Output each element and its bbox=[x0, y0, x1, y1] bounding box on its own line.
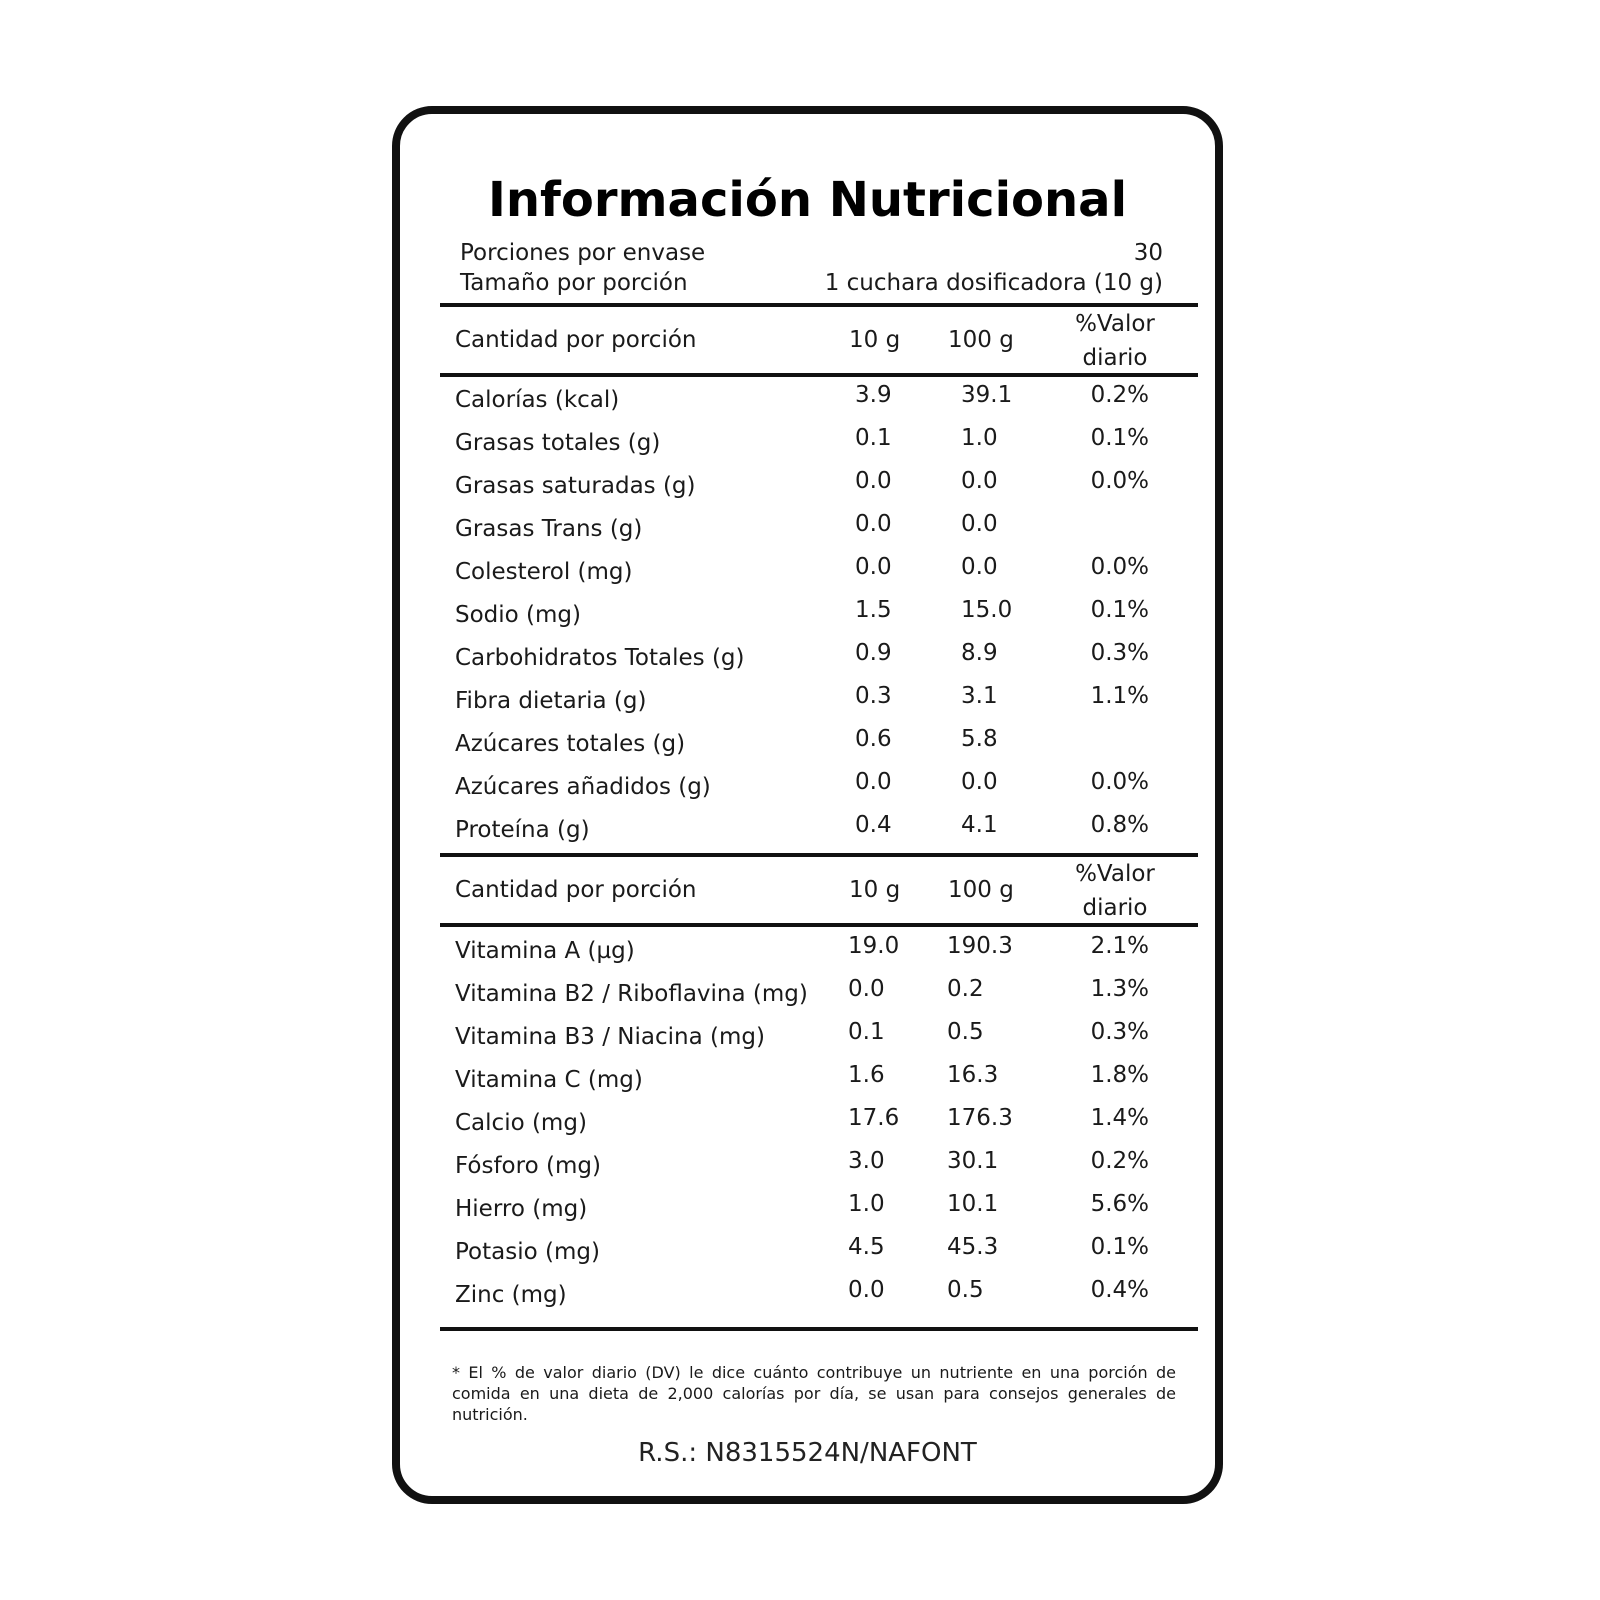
daily-value-percent: 0.1% bbox=[1090, 597, 1149, 623]
table-row bbox=[400, 511, 1215, 557]
nutrient-name: Fibra dietaria (g) bbox=[455, 688, 647, 714]
per-serving-value: 0.0 bbox=[855, 511, 892, 537]
per-100g-value: 0.0 bbox=[961, 511, 998, 537]
daily-value-percent: 2.1% bbox=[1090, 933, 1149, 959]
per-100g-value: 0.0 bbox=[961, 769, 998, 795]
nutrient-name: Calorías (kcal) bbox=[455, 387, 620, 413]
col-header-100g: 100 g bbox=[948, 877, 1014, 903]
per-100g-value: 8.9 bbox=[961, 640, 998, 666]
per-serving-value: 0.0 bbox=[855, 468, 892, 494]
per-serving-value: 4.5 bbox=[848, 1234, 885, 1260]
daily-value-percent: 0.8% bbox=[1090, 812, 1149, 838]
per-100g-value: 0.5 bbox=[947, 1277, 984, 1303]
col-header-daily-value bbox=[1050, 857, 1180, 925]
per-100g-value: 16.3 bbox=[947, 1062, 999, 1088]
table-row bbox=[400, 683, 1215, 729]
servings-per-container-value: 30 bbox=[1133, 240, 1163, 266]
serving-size-label: Tamaño por porción bbox=[460, 270, 688, 296]
daily-value-percent: 0.3% bbox=[1090, 640, 1149, 666]
nutrient-name: Vitamina C (mg) bbox=[455, 1067, 643, 1093]
per-serving-value: 0.0 bbox=[855, 769, 892, 795]
daily-value-percent: 5.6% bbox=[1090, 1191, 1149, 1217]
daily-value-percent: 0.2% bbox=[1090, 382, 1149, 408]
nutrient-name: Azúcares totales (g) bbox=[455, 731, 686, 757]
per-100g-value: 10.1 bbox=[947, 1191, 999, 1217]
daily-value-percent: 0.0% bbox=[1090, 554, 1149, 580]
per-100g-value: 5.8 bbox=[961, 726, 998, 752]
per-100g-value: 30.1 bbox=[947, 1148, 999, 1174]
table-row bbox=[400, 1062, 1215, 1108]
nutrient-name: Sodio (mg) bbox=[455, 602, 581, 628]
per-serving-value: 0.4 bbox=[855, 812, 892, 838]
per-serving-value: 1.5 bbox=[855, 597, 892, 623]
table-row bbox=[400, 554, 1215, 600]
serving-size-value: 1 cuchara dosificadora (10 g) bbox=[824, 270, 1163, 296]
per-100g-value: 0.2 bbox=[947, 976, 984, 1002]
per-100g-value: 0.0 bbox=[961, 554, 998, 580]
per-serving-value: 0.0 bbox=[855, 554, 892, 580]
per-serving-value: 0.9 bbox=[855, 640, 892, 666]
nutrition-label-card bbox=[392, 106, 1223, 1504]
table-row bbox=[400, 933, 1215, 979]
per-100g-value: 39.1 bbox=[961, 382, 1013, 408]
table-row bbox=[400, 382, 1215, 428]
table-row bbox=[400, 976, 1215, 1022]
table-row bbox=[400, 1234, 1215, 1280]
amount-per-serving-label: Cantidad por porción bbox=[455, 877, 697, 903]
per-100g-value: 4.1 bbox=[961, 812, 998, 838]
daily-value-percent: 0.0% bbox=[1090, 468, 1149, 494]
nutrient-name: Azúcares añadidos (g) bbox=[455, 774, 711, 800]
amount-per-serving-label: Cantidad por porción bbox=[455, 327, 697, 353]
nutrient-name: Colesterol (mg) bbox=[455, 559, 633, 585]
nutrient-name: Vitamina B2 / Riboflavina (mg) bbox=[455, 981, 808, 1007]
table-row bbox=[400, 1105, 1215, 1151]
daily-value-percent: 1.1% bbox=[1090, 683, 1149, 709]
table-row bbox=[400, 1277, 1215, 1323]
per-serving-value: 0.0 bbox=[848, 1277, 885, 1303]
daily-value-footnote: * El % de valor diario (DV) le dice cuánto contribuye un nutriente en una porción de comida en una dieta de 2,000 calorías por día, se usan para consejos generales de nutrición. bbox=[452, 1363, 1176, 1424]
divider-rule bbox=[440, 373, 1198, 377]
nutrient-name: Zinc (mg) bbox=[455, 1282, 567, 1308]
col-header-dv-line2: diario bbox=[1082, 895, 1148, 921]
col-header-dv-line2: diario bbox=[1082, 345, 1148, 371]
nutrient-name: Grasas saturadas (g) bbox=[455, 473, 696, 499]
per-serving-value: 19.0 bbox=[848, 933, 900, 959]
nutrient-name: Vitamina A (µg) bbox=[455, 938, 635, 964]
daily-value-percent: 0.2% bbox=[1090, 1148, 1149, 1174]
col-header-daily-value bbox=[1050, 307, 1180, 375]
sanitary-registration: R.S.: N8315524N/NAFONT bbox=[638, 1438, 977, 1468]
divider-rule bbox=[440, 1327, 1198, 1331]
table-row bbox=[400, 425, 1215, 471]
per-serving-value: 1.0 bbox=[848, 1191, 885, 1217]
col-header-serving: 10 g bbox=[849, 327, 901, 353]
daily-value-percent: 0.1% bbox=[1090, 425, 1149, 451]
per-serving-value: 1.6 bbox=[848, 1062, 885, 1088]
table-row bbox=[400, 769, 1215, 815]
nutrient-name: Fósforo (mg) bbox=[455, 1153, 601, 1179]
nutrient-name: Proteína (g) bbox=[455, 817, 590, 843]
table-row bbox=[400, 468, 1215, 514]
per-100g-value: 0.5 bbox=[947, 1019, 984, 1045]
per-serving-value: 17.6 bbox=[848, 1105, 900, 1131]
nutrient-name: Calcio (mg) bbox=[455, 1110, 587, 1136]
per-100g-value: 176.3 bbox=[947, 1105, 1013, 1131]
daily-value-percent: 1.3% bbox=[1090, 976, 1149, 1002]
table-row bbox=[400, 812, 1215, 858]
servings-per-container-label: Porciones por envase bbox=[460, 240, 706, 266]
per-serving-value: 3.0 bbox=[848, 1148, 885, 1174]
nutrient-name: Carbohidratos Totales (g) bbox=[455, 645, 745, 671]
nutrient-name: Vitamina B3 / Niacina (mg) bbox=[455, 1024, 765, 1050]
per-100g-value: 190.3 bbox=[947, 933, 1013, 959]
per-serving-value: 0.1 bbox=[848, 1019, 885, 1045]
col-header-dv-line1: %Valor bbox=[1075, 311, 1155, 337]
nutrient-name: Hierro (mg) bbox=[455, 1196, 588, 1222]
per-100g-value: 15.0 bbox=[961, 597, 1013, 623]
label-title: Información Nutricional bbox=[487, 172, 1128, 228]
daily-value-percent: 0.0% bbox=[1090, 769, 1149, 795]
nutrient-name: Grasas totales (g) bbox=[455, 430, 661, 456]
table-row bbox=[400, 1148, 1215, 1194]
per-serving-value: 3.9 bbox=[855, 382, 892, 408]
per-serving-value: 0.0 bbox=[848, 976, 885, 1002]
per-100g-value: 1.0 bbox=[961, 425, 998, 451]
per-100g-value: 45.3 bbox=[947, 1234, 999, 1260]
nutrient-name: Grasas Trans (g) bbox=[455, 516, 643, 542]
daily-value-percent: 0.3% bbox=[1090, 1019, 1149, 1045]
table-row bbox=[400, 597, 1215, 643]
daily-value-percent: 0.1% bbox=[1090, 1234, 1149, 1260]
per-serving-value: 0.1 bbox=[855, 425, 892, 451]
table-row bbox=[400, 1191, 1215, 1237]
col-header-serving: 10 g bbox=[849, 877, 901, 903]
per-100g-value: 0.0 bbox=[961, 468, 998, 494]
daily-value-percent: 1.8% bbox=[1090, 1062, 1149, 1088]
per-serving-value: 0.3 bbox=[855, 683, 892, 709]
per-100g-value: 3.1 bbox=[961, 683, 998, 709]
per-serving-value: 0.6 bbox=[855, 726, 892, 752]
col-header-dv-line1: %Valor bbox=[1075, 861, 1155, 887]
table-row bbox=[400, 1019, 1215, 1065]
table-row bbox=[400, 726, 1215, 772]
nutrient-name: Potasio (mg) bbox=[455, 1239, 600, 1265]
daily-value-percent: 1.4% bbox=[1090, 1105, 1149, 1131]
table-row bbox=[400, 640, 1215, 686]
col-header-100g: 100 g bbox=[948, 327, 1014, 353]
daily-value-percent: 0.4% bbox=[1090, 1277, 1149, 1303]
divider-rule bbox=[440, 923, 1198, 927]
